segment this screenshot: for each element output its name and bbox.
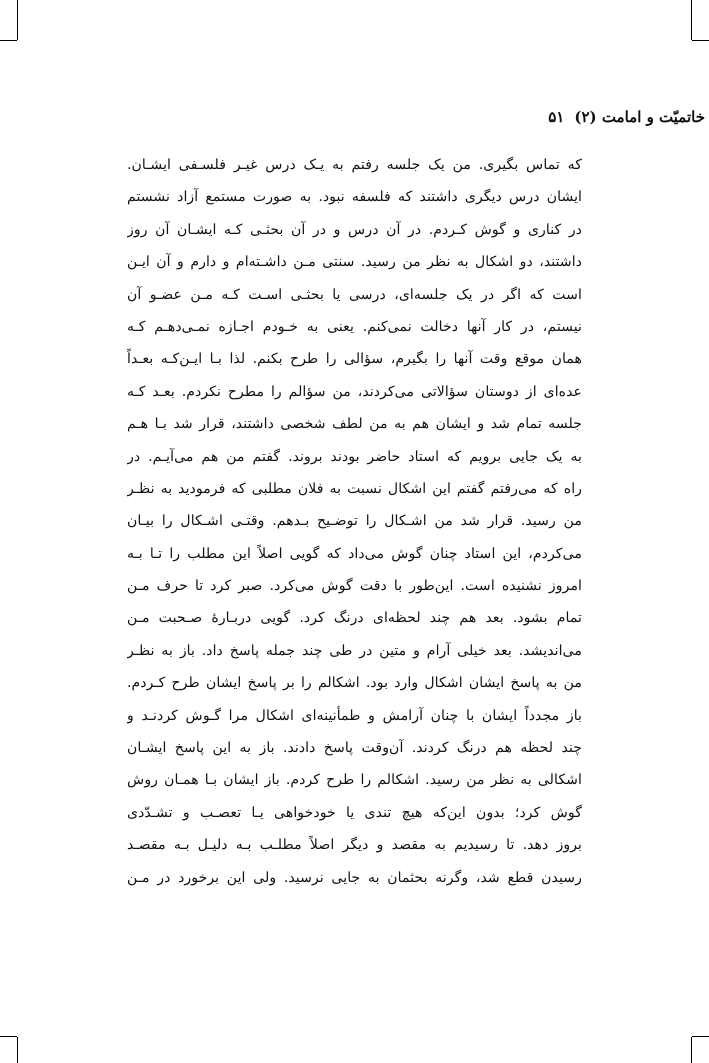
text-line: همان موقع وقت آنها را بگیرم، سؤالی را طرح بکنم. لذا بـا ایـن‌کـه بعـداً (127, 351, 582, 368)
crop-mark-bottom-right-horizontal (692, 1036, 709, 1037)
crop-mark-top-right-vertical (691, 0, 692, 40)
crop-mark-top-left-horizontal (0, 40, 17, 41)
running-header-title: خاتمیّت و امامت (۲) (574, 108, 705, 126)
text-line: عده‌ای از دوستان سؤالاتی می‌کردند، من سؤالم را مطرح نکردم. بعـد کـه (127, 383, 582, 400)
text-line: جلسه تمام شد و ایشان هم به من لطف شخصی داشتند، قرار شد بـا هـم (127, 416, 582, 433)
text-line: نیستم، در کار آنها دخالت نمی‌کنم. یعنی به خـودم اجـازه نمـی‌دهـم کـه (127, 318, 582, 335)
crop-mark-bottom-right-vertical (691, 1037, 692, 1063)
running-header (127, 108, 709, 126)
text-line: رسیدن قطع شد، وگرنه بحثمان به جایی نرسید. ولی این برخورد در مـن (127, 869, 582, 886)
text-line: است که اگر در یک جلسه‌ای، درسی یا بحثـی اسـت کـه مـن عضـو آن (127, 286, 582, 303)
text-line: بروز دهد. تا رسیدیم به مقصد و دیگر اصلاً مطلـب بـه دلیـل بـه مقصـد (127, 837, 582, 854)
text-line: در کناری و گوش کـردم. در آن درس و در آن بحثـی کـه ایشـان آن روز (127, 221, 582, 238)
text-line: گوش کرد؛ بدون این‌که هیچ تندی یا خودخواهی یـا تعصـب و تشـدّدی (127, 804, 582, 821)
text-line: داشتند، دو اشکال به نظر من رسید. سنتی مـن داشـته‌ام و دارم و آن ایـن (127, 254, 582, 271)
crop-mark-bottom-left-vertical (17, 1037, 18, 1063)
text-line: ایشان درس دیگری داشتند که فلسفه نبود. به صورت مستمع آزاد نشستم (127, 189, 582, 206)
text-line: می‌کردم، این استاد چنان گوش می‌داد که گویی اصلاً این مطلب را تـا بـه (127, 545, 582, 562)
crop-mark-top-right-horizontal (692, 40, 709, 41)
text-line: راه که می‌رفتم گفتم این اشکال نسبت به فلان مطلبی که فرمودید به نظـر (127, 480, 582, 497)
crop-mark-bottom-left-horizontal (0, 1036, 17, 1037)
text-line: باز مجدداً ایشان با چنان آرامش و طمأنینه‌ای اشکال مرا گـوش کردنـد و (127, 707, 582, 724)
text-line: من رسید. قرار شد من اشـکال را توضـیح بـدهم. وقتـی اشـکال را بیـان (127, 513, 582, 530)
text-line: می‌اندیشد. بعد خیلی آرام و متین در طی چند جمله پاسخ داد. باز به نظـر (127, 642, 582, 659)
text-line: اشکالی به نظر من رسید. اشکالم را طرح کردم. باز ایشان بـا همـان روش (127, 772, 582, 789)
text-line: امروز نشنیده است. این‌طور با دقت گوش می‌کرد. صبر کرد تا حرف مـن (127, 578, 582, 595)
text-line: به یک جایی برویم که استاد حاضر بودند بروند. گفتم من هم می‌آیـم. در (127, 448, 582, 465)
text-line: من به پاسخ ایشان اشکال وارد بود. اشکالم را بر پاسخ ایشان طرح کـردم. (127, 675, 582, 692)
text-line: چند لحظه هم درنگ کردند. آن‌وقت پاسخ دادند. باز به این پاسخ ایشـان (127, 740, 582, 757)
page-number: ۵۱ (548, 108, 565, 126)
text-line: تمام بشود. بعد هم چند لحظه‌ای درنگ کرد. گویی دربـارۀ صـحبت مـن (127, 610, 582, 627)
text-line: که تماس بگیری. من یک جلسه رفتم به یـک درس غیـر فلسـفی ایشـان. (127, 157, 582, 173)
crop-mark-top-left-vertical (17, 0, 18, 40)
body-text (127, 149, 582, 894)
